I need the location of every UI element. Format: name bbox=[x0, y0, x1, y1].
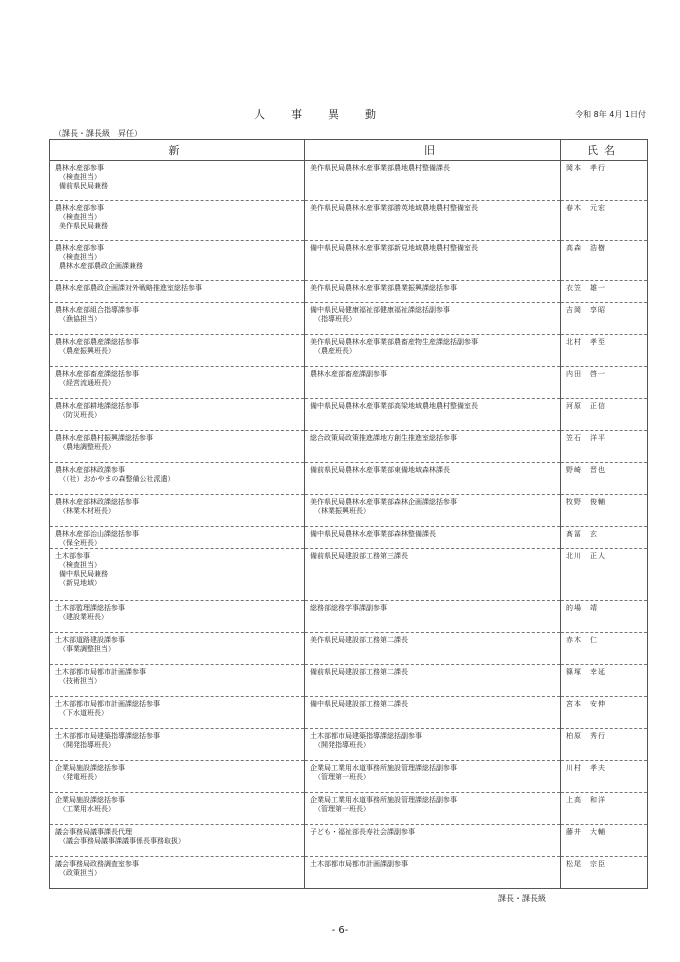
table-row bbox=[50, 241, 648, 281]
name-line: 春木 元宏 bbox=[566, 204, 606, 212]
new-line: （政策担当） bbox=[59, 869, 101, 877]
new-line: （検査担当） bbox=[59, 561, 101, 569]
old-line: 子ども・福祉部長寿社会課副参事 bbox=[310, 828, 415, 836]
cell-old bbox=[305, 527, 561, 549]
new-line: 農林水産部参事 bbox=[55, 244, 104, 252]
old-line: 総務部総務学事課副参事 bbox=[310, 604, 387, 612]
table-row bbox=[50, 161, 648, 201]
cell-new bbox=[50, 367, 305, 399]
cell-new bbox=[50, 431, 305, 463]
new-line: 農林水産部林政課総括参事 bbox=[55, 498, 139, 506]
personnel-table bbox=[49, 139, 648, 889]
cell-new bbox=[50, 201, 305, 241]
new-line: （漁協担当） bbox=[59, 315, 101, 323]
name-line: 牧野 俊輔 bbox=[566, 498, 606, 506]
cell-old bbox=[305, 825, 561, 857]
table-row bbox=[50, 431, 648, 463]
table-row bbox=[50, 665, 648, 697]
cell-name bbox=[561, 463, 648, 495]
name-line: 岡本 孝行 bbox=[566, 164, 606, 172]
cell-old bbox=[305, 303, 561, 335]
cell-old bbox=[305, 335, 561, 367]
footer-label: 課長・課長級 bbox=[498, 894, 546, 903]
name-line: 赤木 仁 bbox=[566, 636, 598, 644]
new-line: 農林水産部農村振興課総括参事 bbox=[55, 434, 153, 442]
old-line: （指導班長） bbox=[314, 315, 356, 323]
cell-name bbox=[561, 601, 648, 633]
new-line: （林業木材班長） bbox=[59, 507, 115, 515]
cell-name bbox=[561, 241, 648, 281]
table-row bbox=[50, 281, 648, 303]
new-line: 農林水産部治山課総括参事 bbox=[55, 530, 139, 538]
table-row bbox=[50, 367, 648, 399]
new-line: （発電班長） bbox=[59, 773, 101, 781]
name-line: 笠石 洋平 bbox=[566, 434, 606, 442]
name-line: 藤井 大輔 bbox=[566, 828, 606, 836]
name-line: 松尾 宗臣 bbox=[566, 860, 606, 868]
new-line: （農産振興班長） bbox=[59, 347, 115, 355]
cell-name bbox=[561, 761, 648, 793]
new-line: 土木部参事 bbox=[55, 552, 90, 560]
new-line: （経営流通班長） bbox=[59, 379, 115, 387]
old-line: 美作県民局農林水産事業部農畜産物生産課総括副参事 bbox=[310, 338, 478, 346]
old-line: 備中県民局農林水産事業部高梁地域農地農村整備室長 bbox=[310, 402, 478, 410]
cell-new bbox=[50, 825, 305, 857]
table-row bbox=[50, 527, 648, 549]
table-row bbox=[50, 633, 648, 665]
new-line: （農地調整班長） bbox=[59, 443, 115, 451]
cell-name bbox=[561, 857, 648, 889]
new-line: 農林水産部農政企画課対外戦略推進室総括参事 bbox=[55, 284, 202, 292]
new-line: （検査担当） bbox=[59, 173, 101, 181]
new-line: （建設業班長） bbox=[59, 613, 108, 621]
cell-old bbox=[305, 241, 561, 281]
cell-new bbox=[50, 697, 305, 729]
table-row bbox=[50, 825, 648, 857]
column-header-old: 旧 bbox=[305, 140, 561, 161]
table-row bbox=[50, 793, 648, 825]
cell-old bbox=[305, 633, 561, 665]
cell-old bbox=[305, 761, 561, 793]
new-line: 土木部都市局建築指導課総括参事 bbox=[55, 732, 160, 740]
cell-old bbox=[305, 857, 561, 889]
new-line: 企業局施設課総括参事 bbox=[55, 764, 125, 772]
new-line: 企業局施設課総括参事 bbox=[55, 796, 125, 804]
old-line: 備前県民局農林水産事業部東備地域森林課長 bbox=[310, 466, 450, 474]
cell-old bbox=[305, 549, 561, 601]
new-line: 土木部都市局都市計画課参事 bbox=[55, 668, 146, 676]
new-line: （開発指導班長） bbox=[59, 741, 115, 749]
new-line: 農林水産部組合指導課参事 bbox=[55, 306, 139, 314]
column-header-name: 氏名 bbox=[561, 140, 648, 161]
old-line: 土木部都市局建築指導課総括副参事 bbox=[310, 732, 422, 740]
name-line: 上高 和洋 bbox=[566, 796, 606, 804]
cell-old bbox=[305, 161, 561, 201]
old-line: （開発指導班長） bbox=[314, 741, 370, 749]
new-line: 農林水産部畜産課総括参事 bbox=[55, 370, 139, 378]
category-label: （課長・課長級 昇任） bbox=[54, 129, 142, 138]
table-row bbox=[50, 697, 648, 729]
old-line: （管理第一班長） bbox=[314, 805, 370, 813]
effective-date: 令和 8年 4月 1日付 bbox=[575, 110, 646, 119]
old-line: （管理第一班長） bbox=[314, 773, 370, 781]
new-line: 農林水産部参事 bbox=[55, 164, 104, 172]
table-row bbox=[50, 495, 648, 527]
old-line: 農林水産部畜産課副参事 bbox=[310, 370, 387, 378]
cell-new bbox=[50, 857, 305, 889]
name-line: 北村 孝至 bbox=[566, 338, 606, 346]
cell-name bbox=[561, 303, 648, 335]
name-line: 川村 孝夫 bbox=[566, 764, 606, 772]
table-row bbox=[50, 335, 648, 367]
cell-name bbox=[561, 697, 648, 729]
cell-name bbox=[561, 399, 648, 431]
old-line: 美作県民局農林水産事業部農業振興課総括参事 bbox=[310, 284, 457, 292]
cell-new bbox=[50, 793, 305, 825]
name-line: 宮本 安伸 bbox=[566, 700, 606, 708]
table-row bbox=[50, 201, 648, 241]
new-line: 農林水産部耕地課総括参事 bbox=[55, 402, 139, 410]
old-line: 総合政策局政策推進課地方創生推進室総括参事 bbox=[310, 434, 457, 442]
old-line: 土木部都市局都市計画課副参事 bbox=[310, 860, 408, 868]
cell-old bbox=[305, 793, 561, 825]
cell-name bbox=[561, 825, 648, 857]
new-line: 備前県民局兼務 bbox=[59, 182, 108, 190]
new-line: 備中県民局兼務 bbox=[59, 570, 108, 578]
name-line: 的場 靖 bbox=[566, 604, 598, 612]
new-line: 議会事務局議事課長代理 bbox=[55, 828, 132, 836]
page-title: 人事異動 bbox=[254, 108, 402, 121]
table-row bbox=[50, 729, 648, 761]
old-line: 企業局工業用水道事務所施設管理課総括副参事 bbox=[310, 796, 457, 804]
new-line: 土木部都市局都市計画課総括参事 bbox=[55, 700, 160, 708]
old-line: （農産班長） bbox=[314, 347, 356, 355]
new-line: 土木部監理課総括参事 bbox=[55, 604, 125, 612]
old-line: 美作県民局農林水産事業部森林企画課総括参事 bbox=[310, 498, 457, 506]
new-line: （技術担当） bbox=[59, 677, 101, 685]
old-line: 美作県民局建設部工務第二課長 bbox=[310, 636, 408, 644]
cell-name bbox=[561, 793, 648, 825]
cell-new bbox=[50, 281, 305, 303]
cell-name bbox=[561, 161, 648, 201]
cell-new bbox=[50, 601, 305, 633]
cell-name bbox=[561, 495, 648, 527]
cell-old bbox=[305, 201, 561, 241]
new-line: 美作県民局兼務 bbox=[59, 222, 108, 230]
cell-new bbox=[50, 161, 305, 201]
new-line: （検査担当） bbox=[59, 213, 101, 221]
table-row bbox=[50, 549, 648, 601]
new-line: （保全班長） bbox=[59, 539, 101, 547]
cell-new bbox=[50, 241, 305, 281]
name-line: 高森 浩樹 bbox=[566, 244, 606, 252]
column-header-new: 新 bbox=[50, 140, 305, 161]
cell-old bbox=[305, 399, 561, 431]
cell-old bbox=[305, 463, 561, 495]
name-line: 内田 啓一 bbox=[566, 370, 606, 378]
name-line: 柏原 秀行 bbox=[566, 732, 606, 740]
name-line: 北川 正人 bbox=[566, 552, 606, 560]
new-line: （工業用水班長） bbox=[59, 805, 115, 813]
old-line: 備中県民局農林水産事業部新見地域農地農村整備室長 bbox=[310, 244, 478, 252]
table-row bbox=[50, 601, 648, 633]
new-line: 農林水産部農政企画課兼務 bbox=[59, 262, 143, 270]
old-line: 企業局工業用水道事務所施設管理課総括副参事 bbox=[310, 764, 457, 772]
cell-old bbox=[305, 431, 561, 463]
cell-new bbox=[50, 729, 305, 761]
table-row bbox=[50, 761, 648, 793]
old-line: （林業振興班長） bbox=[314, 507, 370, 515]
cell-new bbox=[50, 399, 305, 431]
old-line: 美作県民局農林水産事業部勝英地域農地農村整備室長 bbox=[310, 204, 478, 212]
name-line: 野崎 晋也 bbox=[566, 466, 606, 474]
cell-new bbox=[50, 463, 305, 495]
table-row bbox=[50, 399, 648, 431]
new-line: （検査担当） bbox=[59, 253, 101, 261]
old-line: 美作県民局農林水産事業部農地農村整備課長 bbox=[310, 164, 450, 172]
table-row bbox=[50, 463, 648, 495]
name-line: 衣笠 雄一 bbox=[566, 284, 606, 292]
old-line: 備前県民局建設部工務第二課長 bbox=[310, 668, 408, 676]
name-line: 髙冨 玄 bbox=[566, 530, 598, 538]
table-row bbox=[50, 857, 648, 889]
name-line: 河原 正信 bbox=[566, 402, 606, 410]
cell-new bbox=[50, 495, 305, 527]
cell-name bbox=[561, 527, 648, 549]
new-line: 農林水産部参事 bbox=[55, 204, 104, 212]
old-line: 備中県民局建設部工務第二課長 bbox=[310, 700, 408, 708]
table-row bbox=[50, 303, 648, 335]
new-line: （事業調整担当） bbox=[59, 645, 115, 653]
old-line: 備中県民局健康福祉部健康福祉課総括副参事 bbox=[310, 306, 450, 314]
cell-old bbox=[305, 281, 561, 303]
cell-new bbox=[50, 665, 305, 697]
new-line: 土木部道路建設課参事 bbox=[55, 636, 125, 644]
cell-name bbox=[561, 665, 648, 697]
cell-new bbox=[50, 335, 305, 367]
cell-name bbox=[561, 281, 648, 303]
cell-new bbox=[50, 761, 305, 793]
new-line: （議会事務局議事課議事係長事務取扱） bbox=[59, 837, 185, 845]
old-line: 備前県民局建設部工務第三課長 bbox=[310, 552, 408, 560]
cell-old bbox=[305, 367, 561, 399]
new-line: 議会事務局政務調査室参事 bbox=[55, 860, 139, 868]
cell-old bbox=[305, 729, 561, 761]
new-line: 農林水産部農産課総括参事 bbox=[55, 338, 139, 346]
new-line: 農林水産部林政課参事 bbox=[55, 466, 125, 474]
cell-name bbox=[561, 729, 648, 761]
cell-name bbox=[561, 431, 648, 463]
cell-name bbox=[561, 549, 648, 601]
table-header-row bbox=[50, 140, 648, 161]
cell-new bbox=[50, 633, 305, 665]
cell-name bbox=[561, 367, 648, 399]
cell-old bbox=[305, 495, 561, 527]
name-line: 篠塚 幸延 bbox=[566, 668, 606, 676]
page-number: - 6- bbox=[331, 925, 349, 936]
new-line: （下水道班長） bbox=[59, 709, 108, 717]
old-line: 備中県民局農林水産事業部森林整備課長 bbox=[310, 530, 436, 538]
cell-new bbox=[50, 549, 305, 601]
cell-new bbox=[50, 527, 305, 549]
new-line: （防災班長） bbox=[59, 411, 101, 419]
cell-old bbox=[305, 601, 561, 633]
cell-new bbox=[50, 303, 305, 335]
new-line: （新見地域） bbox=[59, 579, 101, 587]
cell-old bbox=[305, 697, 561, 729]
cell-name bbox=[561, 335, 648, 367]
name-line: 吉岡 享昭 bbox=[566, 306, 606, 314]
cell-name bbox=[561, 201, 648, 241]
cell-old bbox=[305, 665, 561, 697]
cell-name bbox=[561, 633, 648, 665]
new-line: （（社）おかやまの森整備公社派遣） bbox=[59, 475, 175, 483]
